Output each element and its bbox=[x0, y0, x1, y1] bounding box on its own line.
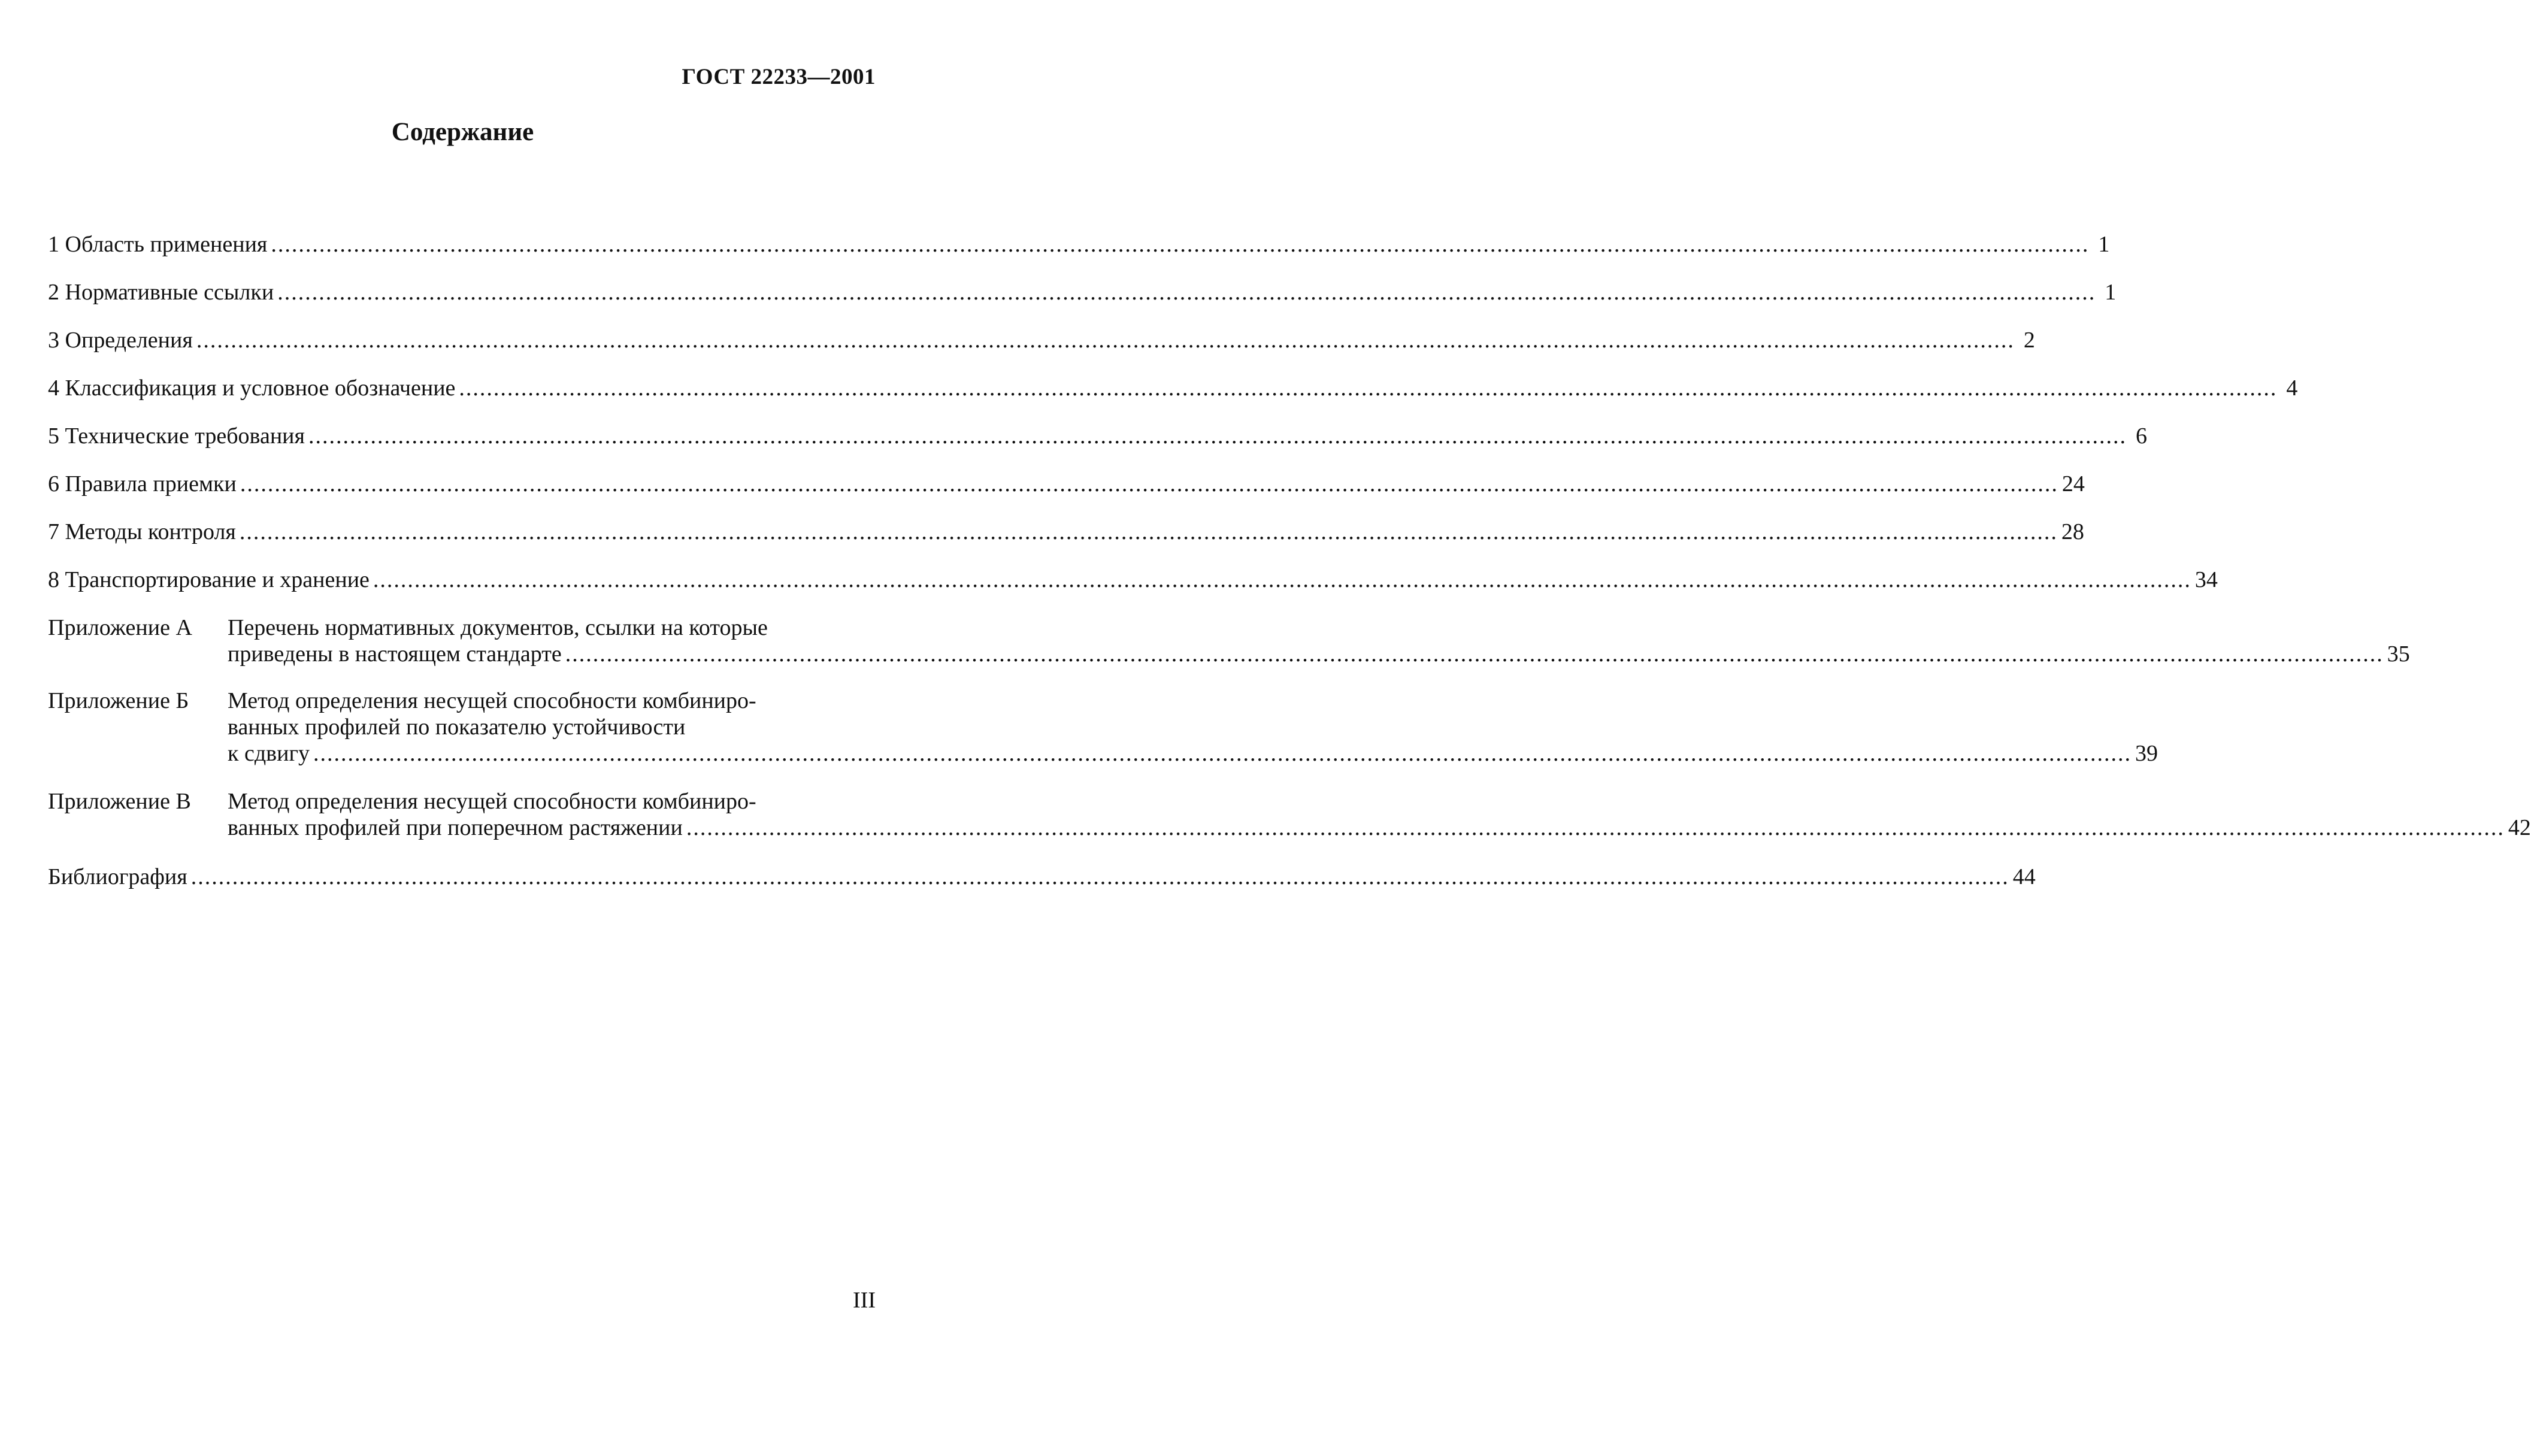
appendix-prefix: Приложение Б bbox=[48, 688, 189, 713]
appendix-prefix: Приложение А bbox=[48, 615, 192, 640]
toc-appendix-a[interactable] bbox=[48, 615, 2410, 667]
toc-title: Содержание bbox=[391, 118, 534, 146]
toc-entry-label: 6 Правила приемки bbox=[48, 471, 237, 497]
toc-entry-label: 1 Область применения bbox=[48, 232, 268, 257]
dot-leader bbox=[565, 641, 2384, 667]
dot-leader bbox=[196, 327, 2015, 353]
toc-entry-label: Библиография bbox=[48, 864, 187, 889]
toc-appendix-v[interactable] bbox=[48, 788, 2531, 841]
appendix-title-line: ванных профилей по показателю устойчивости bbox=[228, 715, 686, 740]
toc-entry-label: 2 Нормативные ссылки bbox=[48, 280, 274, 305]
appendix-prefix: Приложение В bbox=[48, 789, 191, 814]
toc-entry-page: 34 bbox=[2194, 567, 2218, 592]
toc-entry-label: 4 Классификация и условное обозначение bbox=[48, 376, 456, 401]
dot-leader bbox=[686, 815, 2505, 841]
appendix-title-line: ванных профилей при поперечном растяжении bbox=[228, 815, 683, 840]
page-number: III bbox=[853, 1288, 876, 1313]
toc-entry-label: 5 Технические требования bbox=[48, 423, 305, 449]
toc-entry-page: 2 bbox=[2023, 328, 2035, 353]
dot-leader bbox=[277, 279, 2096, 305]
toc-entry[interactable] bbox=[48, 279, 2117, 305]
dot-leader bbox=[459, 375, 2277, 401]
toc-entry-page: 44 bbox=[2012, 864, 2036, 889]
toc-entry-page: 42 bbox=[2508, 815, 2531, 840]
standard-code: ГОСТ 22233—2001 bbox=[682, 65, 876, 89]
toc-entry-page: 1 bbox=[2098, 232, 2110, 257]
appendix-title-line: Перечень нормативных документов, ссылки на которые bbox=[228, 615, 768, 640]
toc-entry-label: 3 Определения bbox=[48, 328, 193, 353]
toc-entry[interactable] bbox=[48, 519, 2084, 545]
appendix-title-line: Метод определения несущей способности комбиниро- bbox=[228, 789, 756, 814]
toc-entry-page: 35 bbox=[2387, 641, 2410, 667]
appendix-title-line: Метод определения несущей способности комбиниро- bbox=[228, 688, 756, 713]
toc-entry[interactable] bbox=[48, 375, 2298, 401]
dot-leader bbox=[271, 231, 2089, 258]
appendix-title-line: приведены в настоящем стандарте bbox=[228, 641, 562, 667]
toc-entry-label: 7 Методы контроля bbox=[48, 519, 236, 544]
toc-entry[interactable] bbox=[48, 423, 2147, 449]
toc-entry-page: 6 bbox=[2135, 423, 2147, 449]
appendix-title-line: к сдвигу bbox=[228, 741, 310, 766]
toc-entry[interactable] bbox=[48, 327, 2035, 353]
toc-bibliography[interactable] bbox=[48, 864, 2036, 890]
toc-entry-page: 4 bbox=[2286, 376, 2298, 401]
toc-entry-page: 39 bbox=[2135, 741, 2158, 766]
toc-entry[interactable] bbox=[48, 567, 2218, 593]
dot-leader bbox=[240, 519, 2058, 545]
dot-leader bbox=[373, 567, 2191, 593]
toc-entry[interactable] bbox=[48, 231, 2110, 258]
toc-entry-page: 28 bbox=[2061, 519, 2084, 544]
dot-leader bbox=[313, 740, 2132, 767]
toc-entry[interactable] bbox=[48, 471, 2085, 497]
dot-leader bbox=[240, 471, 2058, 497]
dot-leader bbox=[191, 864, 2009, 890]
toc-entry-page: 24 bbox=[2061, 471, 2085, 497]
toc-entry-page: 1 bbox=[2105, 280, 2117, 305]
dot-leader bbox=[308, 423, 2127, 449]
toc-appendix-b[interactable] bbox=[48, 688, 2158, 767]
toc-entry-label: 8 Транспортирование и хранение bbox=[48, 567, 370, 592]
